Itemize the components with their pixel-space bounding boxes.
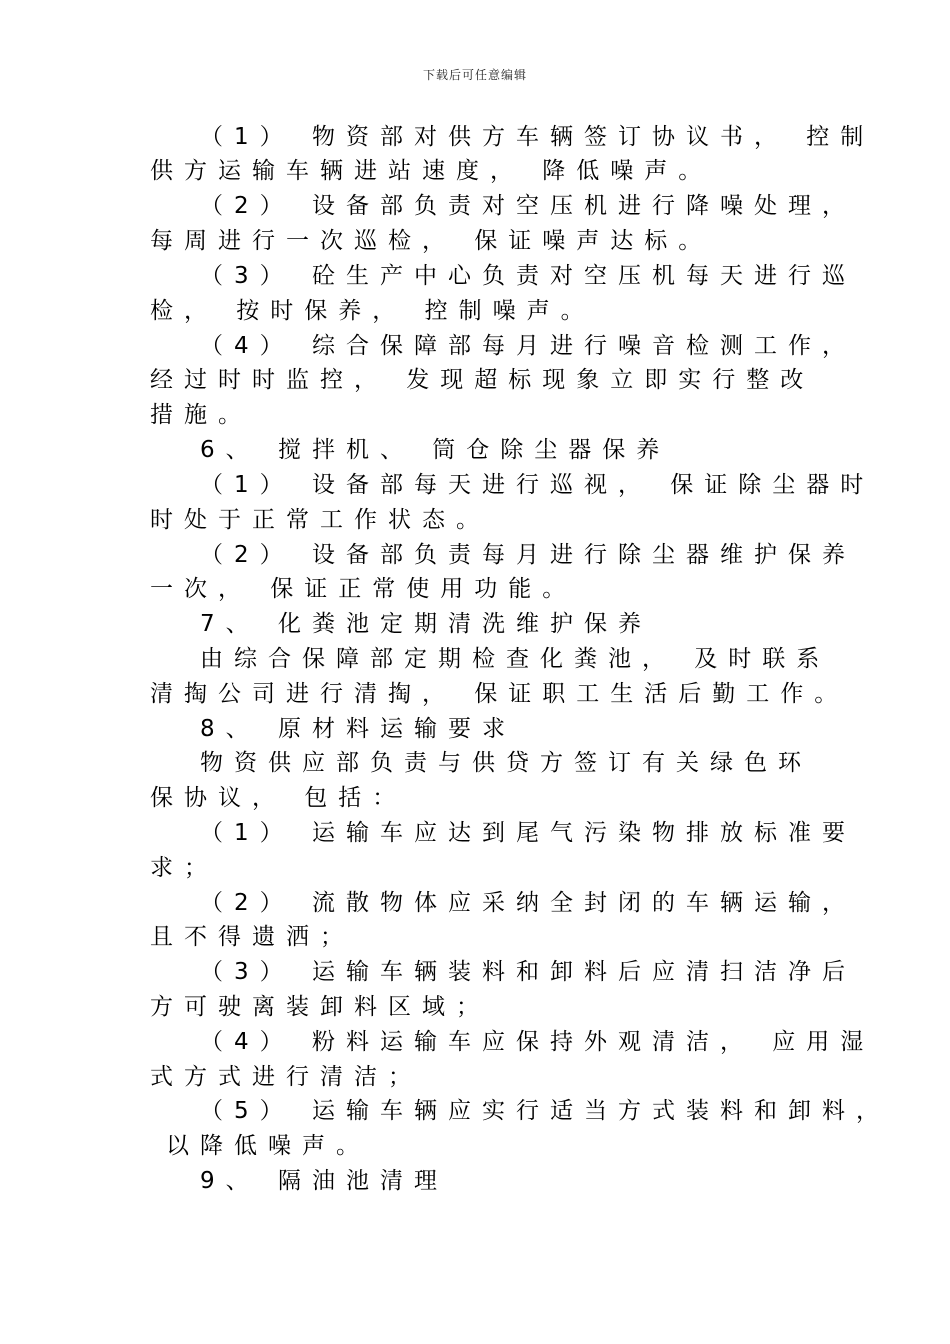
text-line: （4） 综合保障部每月进行噪音检测工作， (200, 333, 856, 359)
text-line: 清掏公司进行清掏， 保证职工生活后勤工作。 (150, 681, 849, 707)
text-line: （1） 设备部每天进行巡视， 保证除尘器时 (200, 472, 875, 498)
text-line: 求； (150, 855, 218, 881)
text-line: 每周进行一次巡检， 保证噪声达标。 (150, 228, 713, 254)
section-heading: 7、 化粪池定期清洗维护保养 (200, 611, 652, 637)
text-line: （4） 粉料运输车应保持外观清洁， 应用湿 (200, 1029, 875, 1055)
text-line: （2） 流散物体应采纳全封闭的车辆运输， (200, 890, 856, 916)
text-line: 物资供应部负责与供贷方签订有关绿色环 (200, 750, 812, 776)
text-line: 保协议， 包括： (150, 785, 407, 811)
text-line: 一次， 保证正常使用功能。 (150, 576, 577, 602)
text-line: （2） 设备部负责每月进行除尘器维护保养 (200, 542, 856, 568)
text-line: 式方式进行清洁； (150, 1064, 422, 1090)
text-line: 方可驶离装卸料区域； (150, 994, 490, 1020)
text-line: （5） 运输车辆应实行适当方式装料和卸料， (200, 1098, 890, 1124)
text-line: （1） 运输车应达到尾气污染物排放标准要 (200, 820, 856, 846)
text-line: （3） 砼生产中心负责对空压机每天进行巡 (200, 263, 856, 289)
text-line: 由综合保障部定期检查化粪池， 及时联系 (200, 646, 831, 672)
text-line: （3） 运输车辆装料和卸料后应清扫洁净后 (200, 959, 856, 985)
section-heading: 9、 隔油池清理 (200, 1168, 448, 1194)
text-line: 检， 按时保养， 控制噪声。 (150, 298, 595, 324)
text-line: 以降低噪声。 (166, 1133, 370, 1159)
text-line: 且不得遗洒； (150, 924, 354, 950)
text-line: （2） 设备部负责对空压机进行降噪处理， (200, 193, 856, 219)
text-line: 供方运输车辆进站速度， 降低噪声。 (150, 158, 713, 184)
text-line: （1） 物资部对供方车辆签订协议书， 控制 (200, 124, 875, 150)
section-heading: 8、 原材料运输要求 (200, 716, 516, 742)
text-line: 经过时时监控， 发现超标现象立即实行整改 (150, 367, 815, 393)
section-heading: 6、 搅拌机、 筒仓除尘器保养 (200, 437, 671, 463)
text-line: 措施。 (150, 402, 252, 428)
page-header-note: 下载后可任意编辑 (422, 68, 527, 82)
text-line: 时处于正常工作状态。 (150, 507, 490, 533)
